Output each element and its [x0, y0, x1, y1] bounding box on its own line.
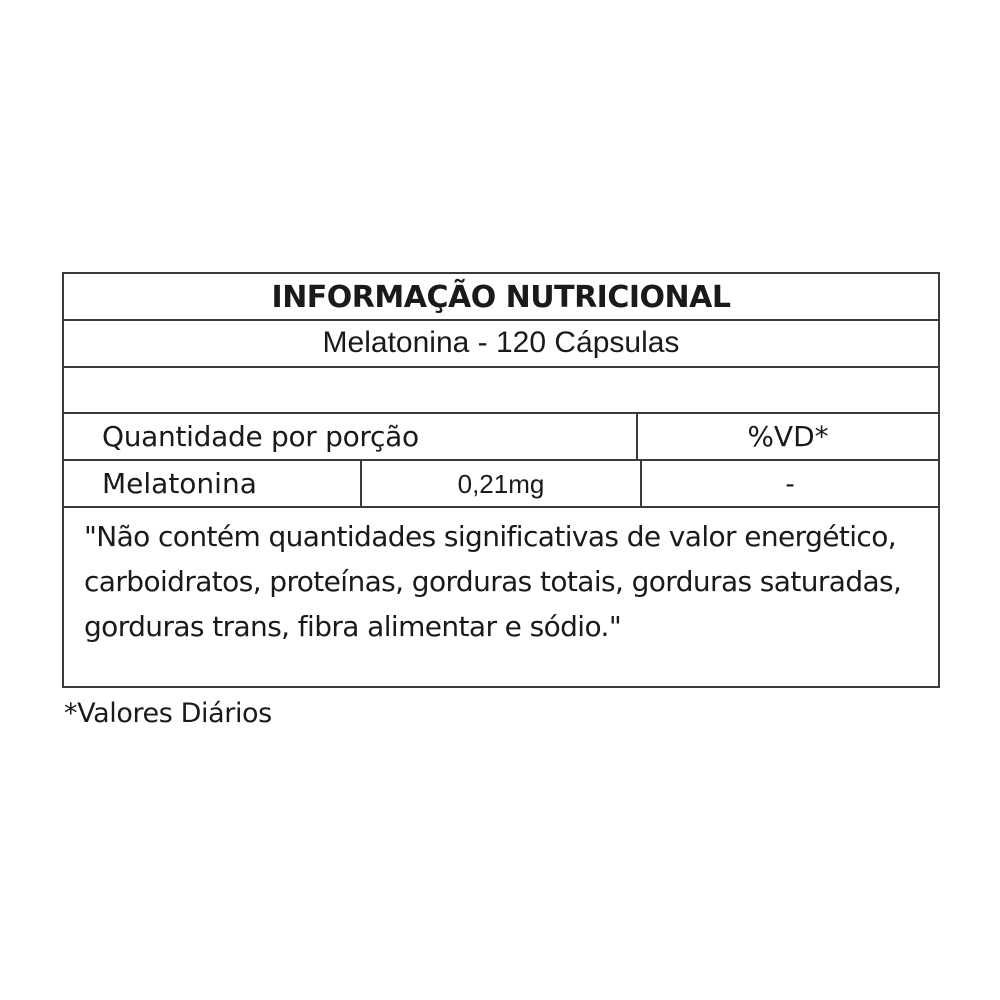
daily-values-footnote: *Valores Diários	[64, 698, 272, 729]
nutrient-name: Melatonina	[64, 461, 362, 506]
table-title: INFORMAÇÃO NUTRICIONAL	[64, 274, 938, 321]
nutrition-facts-table	[62, 272, 940, 688]
table-row	[64, 461, 938, 508]
disclaimer-note: "Não contém quantidades significativas de valor energético, carboidratos, proteínas, gorduras totais, gorduras saturadas, gorduras trans, fibra alimentar e sódio."	[84, 520, 902, 643]
column-header-row	[64, 414, 938, 461]
product-name: Melatonina - 120 Cápsulas	[64, 321, 938, 368]
nutrient-amount: 0,21mg	[362, 461, 642, 506]
empty-row	[64, 368, 938, 414]
daily-value-header: %VD*	[747, 420, 829, 453]
nutrient-daily-value: -	[785, 468, 795, 499]
serving-quantity-header: Quantidade por porção	[64, 414, 638, 459]
